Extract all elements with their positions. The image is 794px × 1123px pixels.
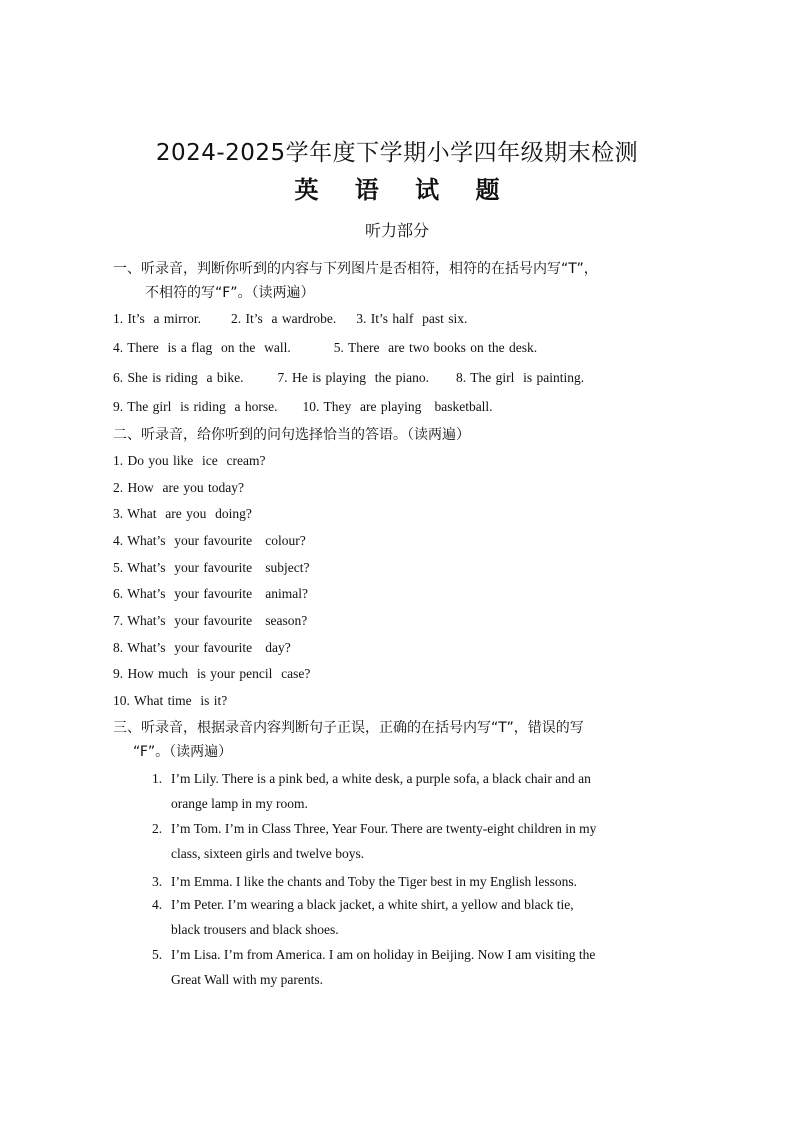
section2-item: 2. How are you today? [113,480,244,495]
section3-item [152,766,680,816]
section1-row-2 [113,339,537,357]
section3-heading-line1: 三、听录音，根据录音内容判断句子正误，正确的在括号内写“T”，错误的写 [113,720,584,736]
section1-item: 3. It’s half past six. [356,311,468,326]
section3-item [152,869,680,894]
section1-item: 2. It’s a wardrobe. [231,311,337,326]
section2-item: 8. What’s your favourite day? [113,640,291,655]
section1-item: 1. It’s a mirror. [113,311,201,326]
section2-item: 9. How much is your pencil case? [113,666,311,681]
section1-heading-line1: 一、听录音，判断你听到的内容与下列图片是否相符，相符的在括号内写“T”， [113,261,598,277]
section3-item-line1: I’m Tom. I’m in Class Three, Year Four. There are twenty-eight children in my [171,821,597,836]
section2-item: 3. What are you doing? [113,506,252,521]
section1-item: 9. The girl is riding a horse. [113,399,278,414]
section2-heading-text: 二、听录音，给你听到的问句选择恰当的答语。（读两遍） [113,427,470,443]
section1-row-4 [113,398,493,416]
section3-item-line1: I’m Lisa. I’m from America. I am on holiday in Beijing. Now I am visiting the [171,947,596,962]
part-title: 听力部分 [364,221,429,240]
section3-item-line1: I’m Emma. I like the chants and Toby the Tiger best in my English lessons. [171,874,578,889]
section1-heading-line2: 不相符的写“F”。（读两遍） [145,285,315,301]
section1-item: 4. There is a flag on the wall. [113,340,291,355]
section3-heading [113,716,683,764]
section1-item: 8. The girl is painting. [455,370,585,385]
section3-item-line2: Great Wall with my parents. [171,972,324,987]
section3-item [152,942,680,992]
section3-item [152,816,680,866]
section1-row-1 [113,310,467,328]
section3-item-number: 2. [152,821,163,836]
exam-subtitle: 英 语 试 题 [294,176,514,204]
section2-item: 1. Do you like ice cream? [113,453,266,468]
section2-item: 6. What’s your favourite animal? [113,586,308,601]
section1-item: 6. She is riding a bike. [113,370,244,385]
section3-item-line1: I’m Peter. I’m wearing a black jacket, a white shirt, a yellow and black tie, [171,897,574,912]
section3-item-line2: class, sixteen girls and twelve boys. [171,846,365,861]
section2-heading [113,423,683,447]
section1-item: 5. There are two books on the desk. [333,340,538,355]
section3-item-line2: black trousers and black shoes. [171,922,339,937]
exam-title: 2024-2025学年度下学期小学四年级期末检测 [155,140,639,166]
section2-item: 4. What’s your favourite colour? [113,533,306,548]
section2-item: 5. What’s your favourite subject? [113,560,310,575]
section3-item-line2: orange lamp in my room. [171,796,308,811]
section1-row-3 [113,369,584,387]
section3-item-line1: I’m Lily. There is a pink bed, a white desk, a purple sofa, a black chair and an [171,771,591,786]
section3-heading-line2: “F”。（读两遍） [133,744,233,760]
section1-item: 10. They are playing basketball. [302,399,493,414]
section3-item-number: 5. [152,947,163,962]
section2-item: 10. What time is it? [113,693,228,708]
section1-heading [113,257,683,305]
section3-item-number: 4. [152,897,163,912]
section3-item-number: 1. [152,771,163,786]
section3-item [152,892,680,942]
section2-item: 7. What’s your favourite season? [113,613,308,628]
section1-item: 7. He is playing the piano. [277,370,429,385]
section3-item-number: 3. [152,874,163,889]
